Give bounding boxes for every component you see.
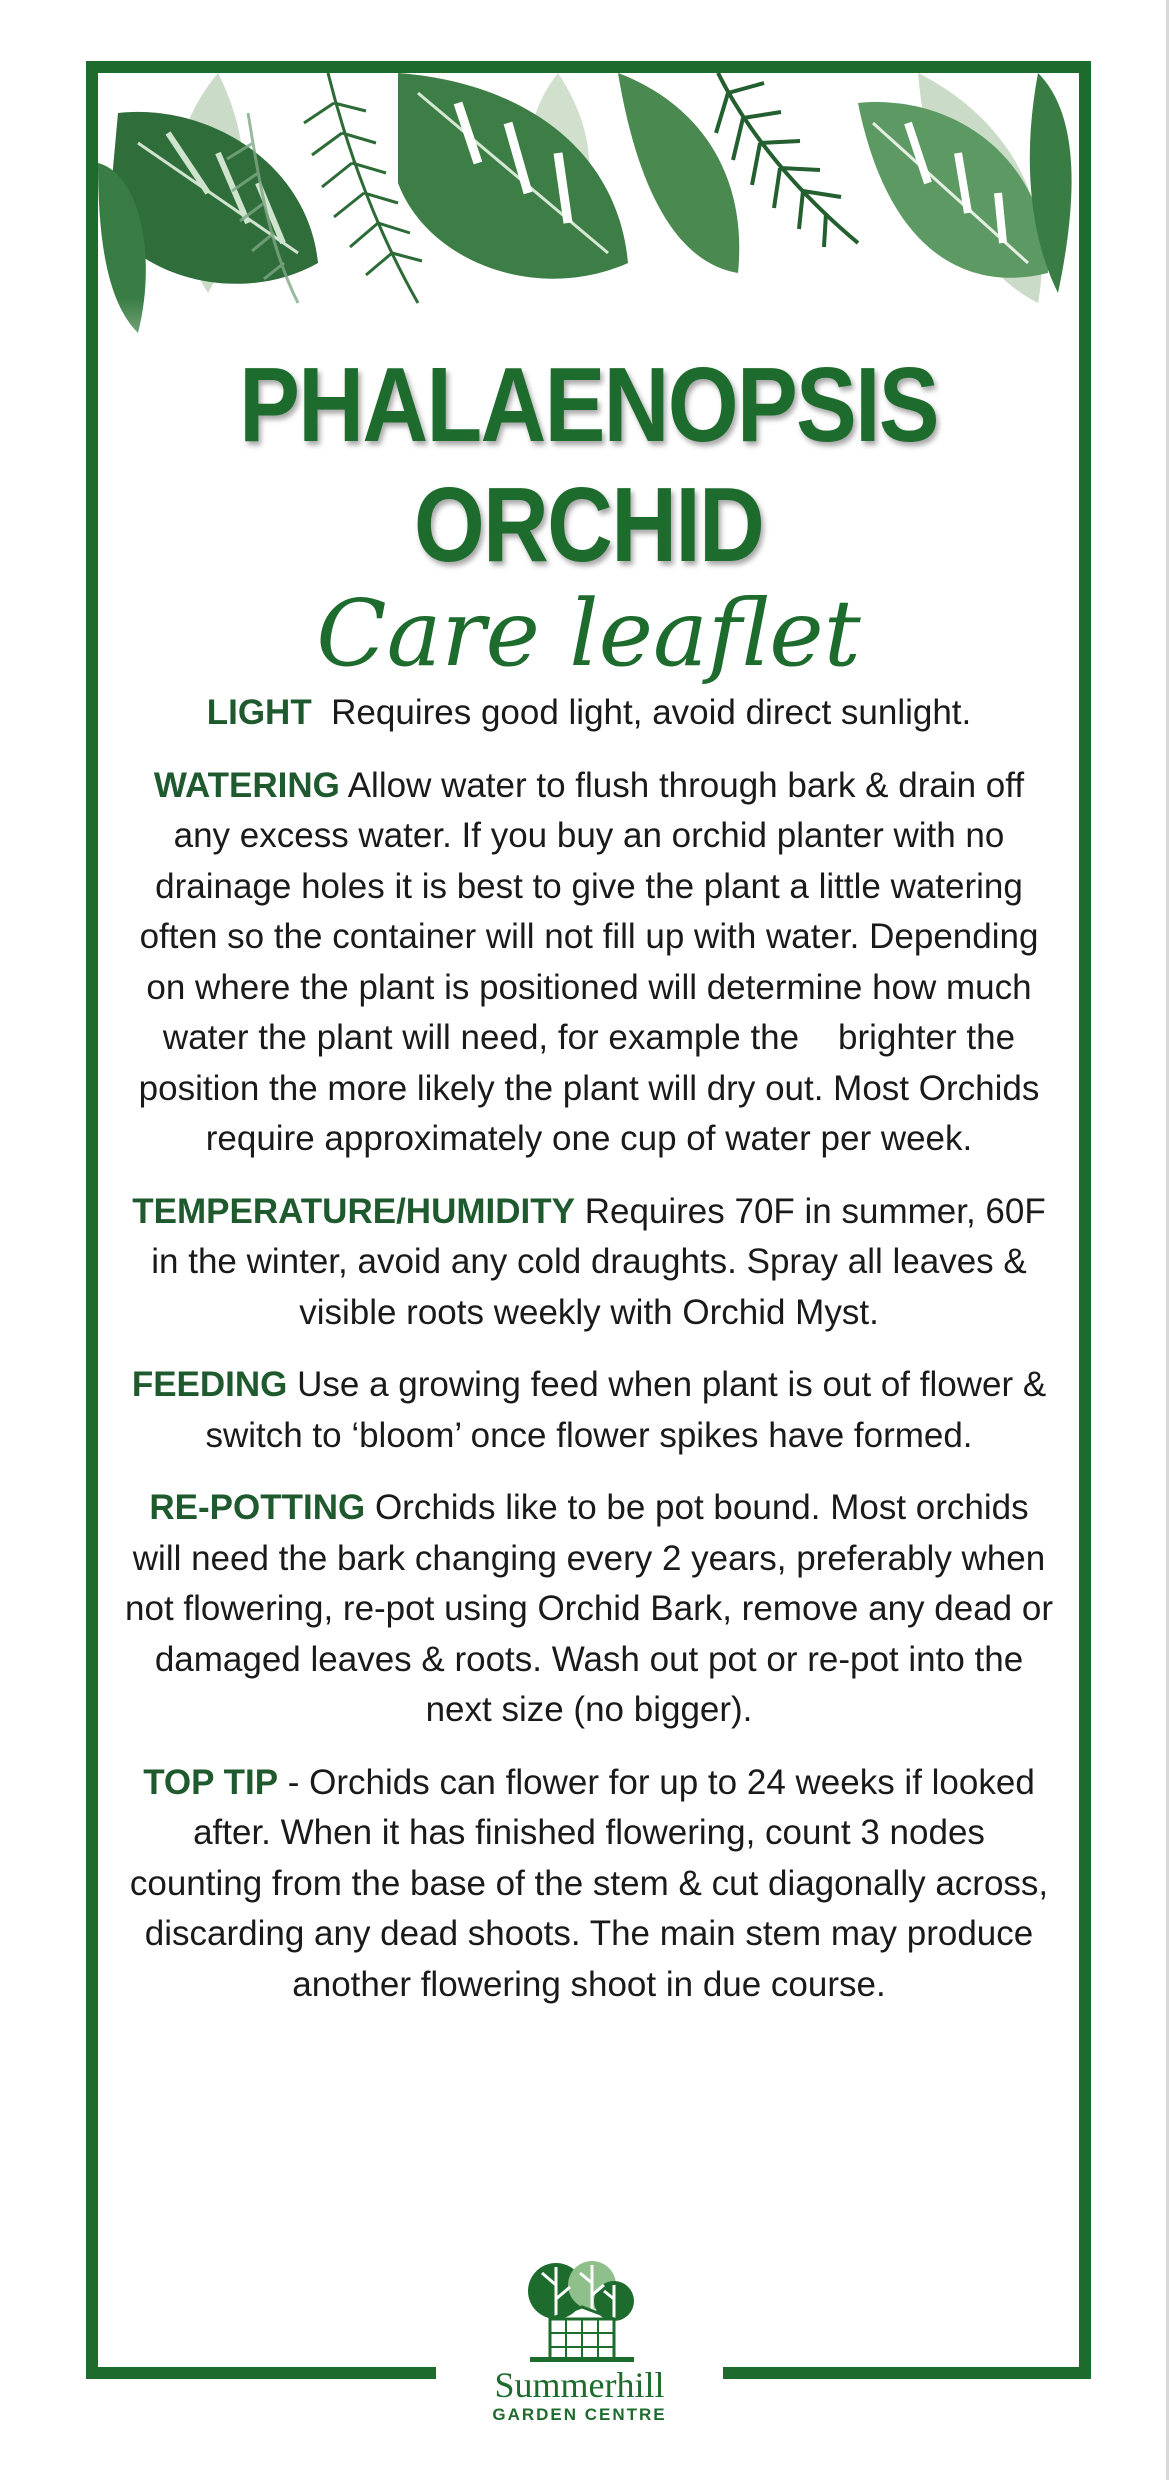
section-top-tip	[124, 1758, 1054, 2011]
title-line-2: ORCHID	[413, 466, 764, 584]
frame-right	[1079, 61, 1091, 2379]
section-temperature-humidity	[124, 1187, 1054, 1339]
section-heading: TOP TIP	[143, 1762, 279, 1802]
section-heading: TEMPERATURE/HUMIDITY	[132, 1191, 575, 1231]
section-re-potting	[124, 1483, 1054, 1736]
frame-bottom-right	[723, 2367, 1091, 2379]
frame-top	[86, 61, 1091, 73]
tree-greenhouse-logo-icon	[520, 2255, 640, 2363]
section-watering	[124, 761, 1054, 1165]
section-heading: RE-POTTING	[149, 1488, 366, 1527]
logo-subtitle: GARDEN CENTRE	[492, 2405, 667, 2424]
section-heading: LIGHT	[206, 693, 312, 732]
section-text: Requires 70F in summer, 60F in the winter, avoid any cold draughts. Spray all leaves & visible roots weekly with Orchid Myst.	[151, 1191, 1046, 1332]
section-text: Requires good light, avoid direct sunlight.	[331, 693, 972, 732]
subtitle: Care leaflet	[316, 580, 861, 687]
care-instructions	[124, 688, 1054, 2032]
title-block	[98, 345, 1079, 689]
section-text: Orchids like to be pot bound. Most orchids will need the bark changing every 2 years, preferably when not flowering, re-pot using Orchid Bark, remove any dead or damaged leaves & roots. Wash out pot or re-pot into the next size (no bigger).	[125, 1488, 1053, 1729]
section-light	[124, 688, 1054, 739]
frame-bottom-left	[86, 2367, 436, 2379]
section-heading: FEEDING	[131, 1365, 288, 1404]
tropical-leaves-illustration	[98, 73, 1079, 373]
title-line-1: PHALAENOPSIS	[239, 346, 938, 464]
section-text: Allow water to flush through bark & drain off any excess water. If you buy an orchid planter with no drainage holes it is best to give the plant a little watering often so the container will not fill up with water. Depending on where the plant is positioned will determine how much water the plant will need, for example the brighter the position the more likely the plant will dry out. Most Orchids require approximately one cup of water per week.	[138, 765, 1050, 1158]
section-text: Use a growing feed when plant is out of flower & switch to ‘bloom’ once flower spikes have formed.	[205, 1365, 1047, 1455]
logo-name: Summerhill	[494, 2365, 665, 2405]
summerhill-logo	[436, 2255, 723, 2435]
section-feeding	[124, 1360, 1054, 1461]
section-heading: WATERING	[153, 765, 340, 805]
section-text: - Orchids can flower for up to 24 weeks if looked after. When it has finished flowering, count 3 nodes counting from the base of the stem & cut diagonally across, discarding any dead shoots. The main stem may produce another flowering shoot in due course.	[129, 1762, 1049, 2004]
frame-left	[86, 61, 98, 2379]
